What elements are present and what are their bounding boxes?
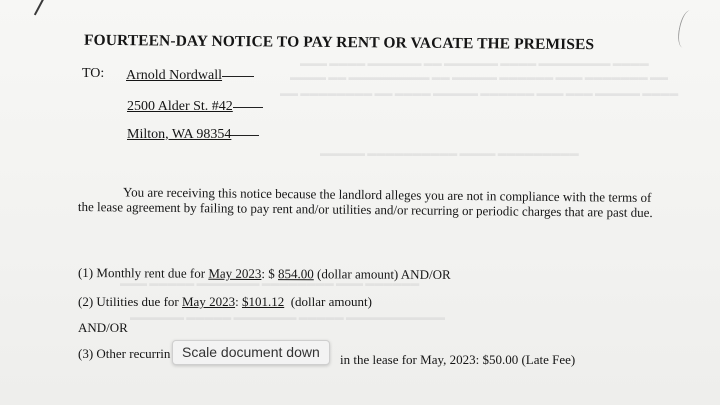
util-month: May 2023 xyxy=(181,294,236,309)
other-charges-line: (3) Other recurrin xyxy=(78,346,171,361)
utilities-due-line xyxy=(78,294,372,310)
bleed-through-text: ▬▬▬ ▬▬▬▬▬ ▬▬▬▬▬▬▬ ▬▬▬▬▬▬▬▬ ▬▬▬ ▬▬▬▬▬▬ xyxy=(120,278,420,288)
notice-intro-paragraph xyxy=(78,184,658,220)
tenant-name-line xyxy=(126,68,254,84)
intro-text: You are receiving this notice because the landlord alleges you are not in compliance with the terms of the lease agreement by failing to pay rent and/or utilities and/or recurring or periodic charges that are past due. xyxy=(77,184,653,220)
underline-rule xyxy=(231,134,259,136)
rent-due-line xyxy=(78,265,451,283)
rent-mid: : $ xyxy=(261,265,275,282)
other-charges-continued: in the lease for May, 2023: $50.00 (Late Fee) xyxy=(340,352,576,367)
rent-prefix: (1) Monthly rent due for xyxy=(77,265,206,281)
bleed-through-text: ▬▬▬▬▬ ▬▬▬▬▬▬▬▬▬▬ ▬▬▬▬ ▬▬▬▬▬▬▬▬▬ xyxy=(320,148,579,158)
rent-amount: 854.00 xyxy=(278,266,314,282)
street-line xyxy=(127,99,263,115)
rent-suffix: (dollar amount) AND/OR xyxy=(313,266,451,282)
bleed-through-text: ▬▬▬ ▬▬▬▬ ▬▬▬▬▬▬ ▬▬ ▬▬▬▬▬▬ ▬▬▬▬ ▬▬▬▬▬▬▬▬ ▬▬▬▬ xyxy=(300,58,649,68)
notice-title: FOURTEEN-DAY NOTICE TO PAY RENT OR VACATE THE PREMISES xyxy=(83,31,595,54)
page-curl-mark xyxy=(675,9,698,49)
and-or-line: AND/OR xyxy=(78,320,128,335)
util-amount: $101.12 xyxy=(241,294,285,309)
scale-document-down-tooltip: Scale document down xyxy=(172,340,330,365)
util-prefix: (2) Utilities due for xyxy=(78,294,179,309)
city-state-zip: Milton, WA 98354 xyxy=(127,127,232,142)
tenant-name: Arnold Nordwall xyxy=(126,68,223,83)
street-address: 2500 Alder St. #42 xyxy=(127,99,233,114)
bleed-through-text: ▬▬▬▬ ▬▬ ▬▬▬▬▬▬▬▬▬ ▬▬ ▬▬▬▬▬ ▬▬▬▬▬▬ ▬▬▬ ▬▬▬▬▬▬▬ ▬▬ xyxy=(290,72,668,82)
underline-rule xyxy=(222,75,254,77)
pen-mark xyxy=(34,0,44,15)
bleed-through-text: ▬▬▬▬▬▬ ▬▬▬▬▬ ▬▬▬▬▬▬▬ ▬▬▬▬▬ ▬▬▬▬▬▬▬▬▬▬▬ xyxy=(130,312,445,322)
rent-month: May 2023 xyxy=(208,265,262,281)
bleed-through-text: ▬▬ ▬▬▬▬▬▬▬▬ ▬▬ ▬▬▬▬ ▬▬▬▬▬ ▬▬▬▬▬▬ ▬▬▬ ▬▬▬ ▬▬▬▬▬ ▬▬▬▬ xyxy=(280,88,679,98)
util-suffix: (dollar amount) xyxy=(284,294,372,309)
city-line xyxy=(127,127,259,143)
to-label: TO: xyxy=(82,66,105,81)
underline-rule xyxy=(233,106,263,108)
util-mid: : xyxy=(235,294,242,309)
